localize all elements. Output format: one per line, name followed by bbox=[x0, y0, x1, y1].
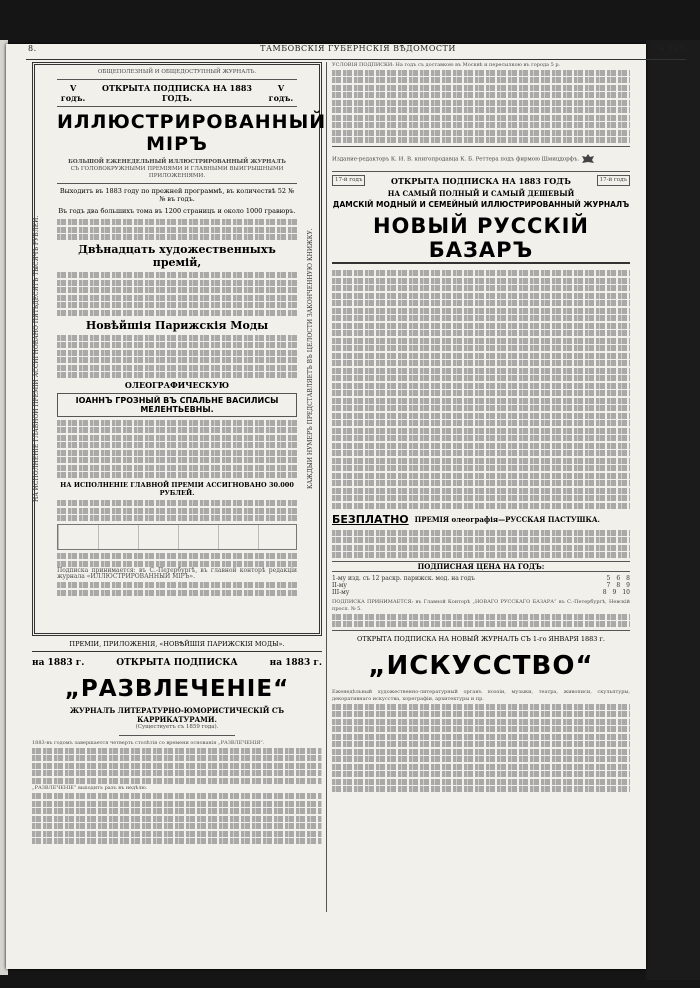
ad-kicker: ОБЩЕПОЛЕЗНЫЙ И ОБЩЕДОСТУПНЫЙ ЖУРНАЛЪ. bbox=[97, 69, 257, 75]
side-text-right: КАЖДЫЙ НУМЕРЪ ПРЕДСТАВЛЯЕТЪ ВЪ ЦЕЛОСТИ ЗАКОНЧЕННУЮ КНИЖКУ. bbox=[307, 228, 314, 490]
price-row bbox=[332, 589, 630, 596]
razv-header bbox=[32, 658, 322, 668]
price-a: 7 bbox=[606, 582, 611, 590]
lottery-line: НА ИСПОЛНЕНІЕ ГЛАВНОЙ ПРЕМІИ АССИГНОВАНО 30.000 РУБЛЕЙ. bbox=[60, 481, 294, 497]
eagle-emblem-icon bbox=[581, 153, 595, 165]
price-row-label: 1-му изд. съ 12 раскр. парижск. мод. на годъ bbox=[332, 575, 475, 583]
price-heading: ПОДПИСНАЯ ЦЕНА НА ГОДЪ: bbox=[332, 561, 630, 572]
column-divider bbox=[326, 62, 327, 912]
subscription-open: ОТКРЫТА ПОДПИСКА НА 1883 ГОДЪ. bbox=[102, 83, 252, 103]
razv-subtitle: ЖУРНАЛЪ ЛИТЕРАТУРНО-ЮМОРИСТИЧЕСКІЙ СЪ КАРРИКАТУРАМИ. bbox=[69, 706, 285, 724]
razv-year-right: на 1883 г. bbox=[269, 658, 322, 668]
year-label: V годъ. bbox=[60, 83, 86, 103]
razv-body1: 1883-въ годомъ завершается четверть столѣтія со времени основанія „РАЗВЛЕЧЕНІЯ“. bbox=[32, 740, 265, 746]
left-column bbox=[32, 62, 327, 846]
price-c: 8 bbox=[626, 575, 630, 583]
premium-text: ПРЕМІЯ олеографія—РУССКАЯ ПАСТУШКА. bbox=[414, 514, 600, 524]
year-label-right: V годъ. bbox=[268, 83, 294, 103]
ad-line1: Выходитъ въ 1883 году по прежней программѣ, въ количествѣ 52 №№ въ годъ. bbox=[59, 187, 295, 203]
razvlechenie-ad bbox=[32, 658, 322, 844]
price-list bbox=[332, 575, 630, 596]
price-a: 5 bbox=[606, 575, 611, 583]
scan-margin bbox=[646, 40, 700, 980]
bazaar-open: ОТКРЫТА ПОДПИСКА НА 1883 ГОДЪ bbox=[391, 175, 571, 186]
ad-footer: ПРЕМІИ, ПРИЛОЖЕНІЯ, «НОВѢЙШІЯ ПАРИЖСКІЯ МОДЫ». bbox=[32, 640, 322, 652]
ad-subtitle: БОЛЬШОЙ ЕЖЕНЕДЕЛЬНЫЙ ИЛЛЮСТРИРОВАННЫЙ ЖУРНАЛЪ bbox=[68, 159, 286, 165]
ad-year-row bbox=[57, 83, 297, 103]
free-label: БЕЗПЛАТНО bbox=[332, 512, 409, 526]
razv-year-left: на 1883 г. bbox=[32, 658, 85, 668]
premium-heading: Двѣнадцать художественныхъ премій, bbox=[78, 243, 276, 269]
ad-subtitle2: СЪ ГОЛОВОКРУЖНЫМИ ПРЕМІЯМИ И ГЛАВНЫМИ ВЫИГРЫШНЫМИ ПРИЛОЖЕНІЯМИ. bbox=[70, 166, 284, 179]
bazaar-kind: ДАМСКІЙ МОДНЫЙ И СЕМЕЙНЫЙ ИЛЛЮСТРИРОВАННЫЙ ЖУРНАЛЪ bbox=[332, 200, 630, 210]
iskusstvo-open: ОТКРЫТА ПОДПИСКА НА НОВЫЙ ЖУРНАЛЪ СЪ 1-го ЯНВАРЯ 1883 г. bbox=[357, 635, 605, 644]
page-header bbox=[28, 44, 688, 58]
price-table bbox=[57, 524, 297, 550]
iskusstvo-title: „ИСКУССТВО“ bbox=[368, 651, 594, 682]
illustrated-world-ad bbox=[32, 62, 327, 636]
bazaar-cheapest: НА САМЫЙ ПОЛНЫЙ И САМЫЙ ДЕШЕВЫЙ bbox=[387, 189, 575, 199]
price-row-label: II-му bbox=[332, 582, 347, 590]
razv-body2: „РАЗВЛЕЧЕНІЕ“ выходитъ разъ въ недѣлю. bbox=[32, 785, 148, 792]
ad-line2: Въ годъ два большихъ тома въ 1200 страницъ и около 1000 гравюръ. bbox=[58, 207, 296, 215]
conditions-text: УСЛОВІЯ ПОДПИСКИ: На годъ съ доставкою въ Москвѣ и пересылкою въ города 5 р. bbox=[332, 62, 561, 68]
price-b: 6 bbox=[616, 575, 621, 583]
razv-open: ОТКРЫТА ПОДПИСКА bbox=[116, 658, 238, 668]
issue-number: № 125. bbox=[657, 44, 688, 53]
fashion-heading: Новѣйшія Парижскія Моды bbox=[85, 318, 269, 332]
newspaper-title: ТАМБОВСКІЯ ГУБЕРНСКІЯ ВѢДОМОСТИ bbox=[260, 44, 456, 53]
price-row bbox=[332, 575, 630, 582]
publisher-line bbox=[332, 153, 630, 165]
bazaar-year: 17-й годъ bbox=[332, 175, 365, 186]
price-b: 9 bbox=[612, 589, 617, 597]
price-row-label: III-му bbox=[332, 589, 350, 597]
ioann-title: ІОАННЪ ГРОЗНЫЙ ВЪ СПАЛЬНЕ ВАСИЛИСЫ МЕЛЕНТЬЕВНЫ. bbox=[57, 393, 297, 417]
oleograph-label: ОЛЕОГРАФИЧЕСКУЮ bbox=[124, 379, 230, 390]
publisher-text: Издание-редакторъ К. И. В. книгопродавца К. Б. Реттера подъ фирмою Шмицдорфъ. bbox=[332, 156, 580, 163]
accept-text: ПОДПИСКА ПРИНИМАЕТСЯ: въ Главной Конторѣ „НОВАГО РУССКАГО БАЗАРА“ въ С.-Петербургѣ, Невскій просп. № 5. bbox=[332, 599, 630, 612]
razv-since: (Существуетъ съ 1859 года). bbox=[135, 724, 219, 730]
price-row bbox=[332, 582, 630, 589]
bazaar-year-right: 17-й годъ bbox=[597, 175, 630, 186]
price-a: 8 bbox=[602, 589, 607, 597]
price-b: 8 bbox=[616, 582, 621, 590]
header-rule bbox=[26, 59, 686, 60]
premium-row bbox=[332, 513, 630, 526]
razv-title: „РАЗВЛЕЧЕНІЕ“ bbox=[64, 676, 290, 702]
ad-title: ИЛЛЮСТРИРОВАННЫЙ МІРЪ bbox=[57, 111, 327, 155]
side-text-left: НА ИСПОЛНЕНІЕ ГЛАВНОЙ ПРЕМІИ АССИГНОВАНО ПЯТЬДЕСЯТЪ ТЫСЯЧЪ РУБЛЕЙ. bbox=[33, 215, 40, 503]
subscribe-info: Подписка принимается: въ С.-Петербургѣ, въ главной конторѣ редакціи журнала «ИЛЛЮСТРИРОВАННЫЙ МІРЪ». bbox=[57, 567, 297, 581]
price-c: 10 bbox=[622, 589, 630, 597]
bazaar-open-row bbox=[332, 175, 630, 186]
page-number: 8. bbox=[28, 44, 37, 53]
price-c: 9 bbox=[626, 582, 630, 590]
right-column bbox=[332, 62, 630, 794]
bazaar-title: НОВЫЙ РУССКІЙ БАЗАРЪ bbox=[332, 214, 630, 264]
iskusstvo-desc: Еженедѣльный художественно-литературный органъ поэзіи, музыки, театра, живописи, скульптуры, декоративнаго искусства, хореграфіи, архитектуры и пр. bbox=[332, 689, 630, 702]
